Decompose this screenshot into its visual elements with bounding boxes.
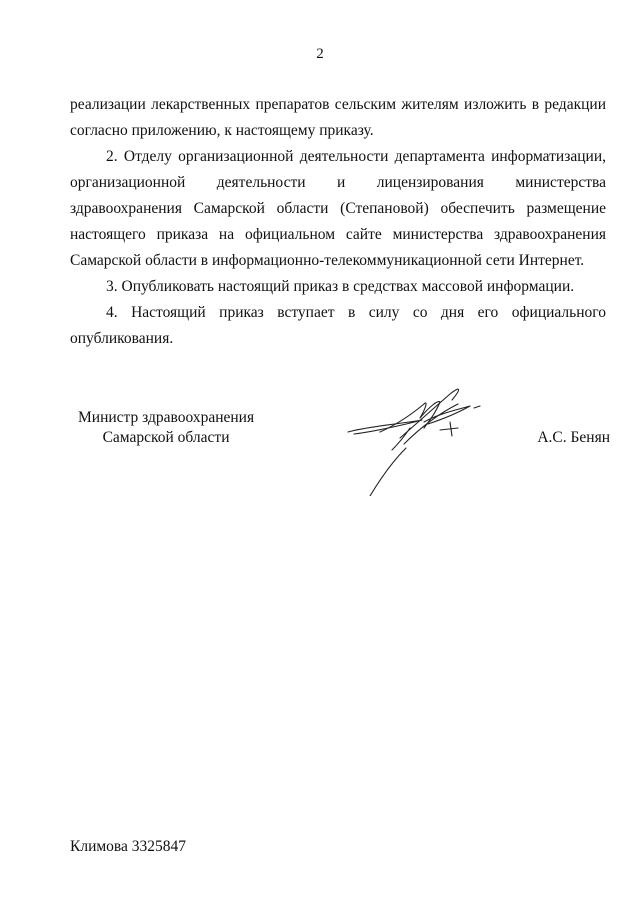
- signer-title-line-1: Министр здравоохранения: [78, 409, 255, 426]
- paragraph-item-4: 4. Настоящий приказ вступает в силу со дня его официального опубликования.: [70, 304, 606, 347]
- signer-name: А.С. Бенян: [537, 429, 610, 446]
- paragraph-continuation: реализации лекарственных препаратов сельским жителям изложить в редакции согласно приложению, к настоящему приказу.: [70, 96, 606, 139]
- signer-title: [78, 408, 254, 448]
- signature-block: [70, 408, 610, 508]
- document-body: [70, 92, 606, 352]
- executor-footer: Климова 3325847: [70, 838, 187, 855]
- paragraph-item-3: 3. Опубликовать настоящий приказ в средствах массовой информации.: [106, 278, 575, 295]
- handwritten-signature: [340, 384, 500, 496]
- paragraph-item-2: 2. Отделу организационной деятельности департамента информатизации, организационной деятельности и лицензирования министерства здравоохранения Самарской области (Степановой) обеспечить размещение настоящего приказа на официальном сайте министерства здравоохранения Самарской области в информационно-телекоммуникационной сети Интернет.: [70, 148, 606, 269]
- signer-title-line-2: Самарской области: [102, 429, 230, 446]
- page-number: 2: [316, 46, 324, 62]
